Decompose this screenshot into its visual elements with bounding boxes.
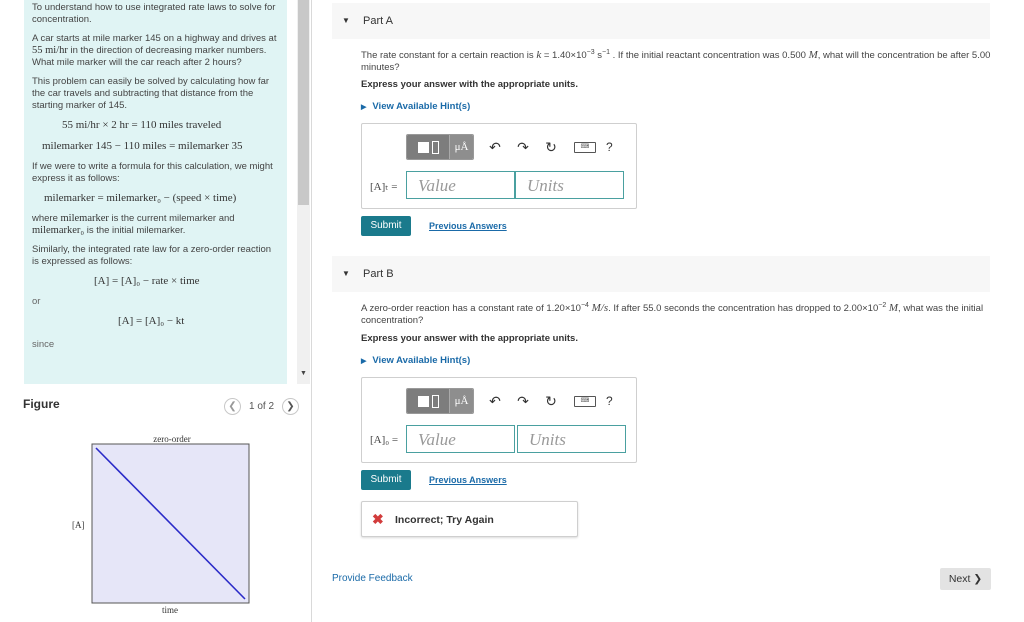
redo-icon[interactable]: ↷ (517, 138, 529, 155)
equation-distance: 55 mi/hr × 2 hr = 110 miles traveled (62, 119, 222, 131)
q-text: The rate constant for a certain reaction is (361, 50, 537, 62)
q-text: = 1.40×10 (541, 50, 587, 62)
part-a-header[interactable] (332, 3, 990, 39)
graph-y-label: [A] (72, 520, 85, 530)
template-square (418, 396, 429, 407)
q-exp: −3 (586, 49, 595, 56)
value-input[interactable]: Value (406, 171, 515, 199)
graph-title: zero-order (153, 434, 191, 444)
equation-milemarker: milemarker 145 − 110 miles = milemarker 35 (42, 140, 243, 152)
intro-paragraph-formula: If we were to write a formula for this calculation, we might express it as follows: (32, 161, 273, 184)
toolbar-group (406, 388, 474, 414)
units-input[interactable]: Units (515, 171, 624, 199)
q-exp: −2 (878, 302, 887, 309)
intro-text: is the initial milemarker. (84, 225, 186, 236)
reset-icon[interactable]: ↻ (545, 138, 557, 155)
part-b-hint-link[interactable] (361, 355, 470, 366)
hint-label: View Available Hint(s) (372, 101, 471, 112)
part-a-instruction: Express your answer with the appropriate units. (361, 79, 578, 90)
figure-pager: 1 of 2 (249, 401, 275, 412)
intro-or: or (32, 296, 41, 307)
scroll-down-icon[interactable]: ▼ (300, 370, 307, 377)
figure-title: Figure (23, 397, 60, 411)
next-button[interactable]: Next ❯ (940, 568, 991, 590)
graph-x-label: time (162, 605, 178, 615)
q-text: s (594, 50, 603, 62)
intro-scrollbar-thumb[interactable] (298, 0, 309, 205)
feedback-text: Incorrect; Try Again (395, 514, 494, 526)
q-text: , what was the initial concentration? (361, 303, 984, 327)
part-a-question (361, 47, 991, 74)
intro-objective: To understand how to use integrated rate laws to solve for concentration. (32, 2, 276, 25)
undo-icon[interactable]: ↶ (489, 392, 501, 409)
intro-text: where (32, 213, 61, 224)
q-text: . If after 55.0 seconds the concentration has dropped to 2.00×10 (608, 303, 879, 315)
part-b-previous-answers-link[interactable]: Previous Answers (429, 475, 507, 485)
undo-icon[interactable]: ↶ (489, 138, 501, 155)
equation-rate-law-kt: [A] = [A]₀ − kt (118, 315, 185, 327)
units-button[interactable]: μÅ (449, 389, 473, 413)
part-b-header[interactable] (332, 256, 990, 292)
feedback-message (361, 501, 578, 537)
intro-paragraph-car (32, 33, 277, 69)
template-outline (432, 141, 439, 154)
q-text: A zero-order reaction has a constant rate of 1.20×10 (361, 303, 581, 315)
part-a-submit-button[interactable]: Submit (361, 216, 411, 236)
math-toolbar (406, 389, 613, 413)
template-icon[interactable] (407, 135, 449, 159)
keyboard-icon[interactable]: ⌨ (574, 142, 596, 153)
caret-down-icon[interactable]: ▼ (342, 16, 350, 25)
hint-label: View Available Hint(s) (372, 355, 471, 366)
intro-paragraph-zero-order: Similarly, the integrated rate law for a zero-order reaction is expressed as follows: (32, 244, 272, 267)
provide-feedback-link[interactable]: Provide Feedback (332, 573, 413, 584)
reset-icon[interactable]: ↻ (545, 392, 557, 409)
q-text: , what will the concentration be after 5.00 minutes? (361, 50, 991, 74)
caret-right-icon: ▶ (361, 358, 367, 365)
q-text: . If the initial reactant concentration was 0.500 (610, 50, 809, 62)
keyboard-icon[interactable]: ⌨ (574, 396, 596, 407)
intro-speed: 55 mi/hr (32, 45, 68, 56)
part-b-label: Part B (363, 268, 394, 280)
q-var: M/s (591, 302, 609, 315)
toolbar-group (406, 134, 474, 160)
part-a-label: Part A (363, 15, 393, 27)
template-outline (432, 395, 439, 408)
value-input[interactable]: Value (406, 425, 515, 453)
intro-math: milemarker₀ (32, 225, 85, 236)
help-button[interactable]: ? (606, 140, 613, 154)
intro-since: since (32, 339, 55, 350)
math-toolbar (406, 135, 613, 159)
units-input[interactable]: Units (517, 425, 626, 453)
help-button[interactable]: ? (606, 394, 613, 408)
caret-right-icon: ▶ (361, 104, 367, 111)
answer-label: [A]ₜ = (370, 181, 398, 193)
intro-text: is the current milemarker and (108, 213, 235, 224)
zero-order-graph (60, 428, 260, 618)
units-button[interactable]: μÅ (449, 135, 473, 159)
part-a-hint-link[interactable] (361, 101, 470, 112)
template-square (418, 142, 429, 153)
equation-milemarker-formula: milemarker = milemarker₀ − (speed × time) (44, 192, 237, 204)
q-var: M (888, 302, 899, 315)
chevron-left-icon[interactable]: ❮ (224, 398, 241, 415)
equation-rate-law: [A] = [A]₀ − rate × time (94, 275, 200, 287)
part-a-previous-answers-link[interactable]: Previous Answers (429, 221, 507, 231)
intro-panel[interactable] (24, 0, 287, 384)
intro-paragraph-where (32, 213, 277, 237)
part-a-answer-box (361, 123, 637, 209)
q-exp: −4 (580, 302, 589, 309)
answer-label: [A]₀ = (370, 434, 399, 446)
part-b-question (361, 300, 991, 327)
intro-paragraph-solve: This problem can easily be solved by calculating how far the car travels and subtracting that distance from the starting marker of 145. (32, 76, 270, 111)
chevron-right-icon[interactable]: ❯ (282, 398, 299, 415)
redo-icon[interactable]: ↷ (517, 392, 529, 409)
part-b-instruction: Express your answer with the appropriate units. (361, 333, 578, 344)
intro-math: milemarker (60, 213, 109, 224)
caret-down-icon[interactable]: ▼ (342, 269, 350, 278)
intro-text: in the direction of decreasing marker numbers. What mile marker will the car reach after 2 hours? (32, 45, 267, 68)
template-icon[interactable] (407, 389, 449, 413)
panel-divider (311, 0, 312, 622)
error-x-icon: ✖ (372, 511, 384, 527)
part-b-answer-box (361, 377, 637, 463)
q-exp: −1 (602, 49, 610, 56)
intro-text: A car starts at mile marker 145 on a highway and drives at (32, 33, 277, 44)
part-b-submit-button[interactable]: Submit (361, 470, 411, 490)
q-var: k (536, 49, 542, 62)
q-var: M (808, 49, 818, 62)
